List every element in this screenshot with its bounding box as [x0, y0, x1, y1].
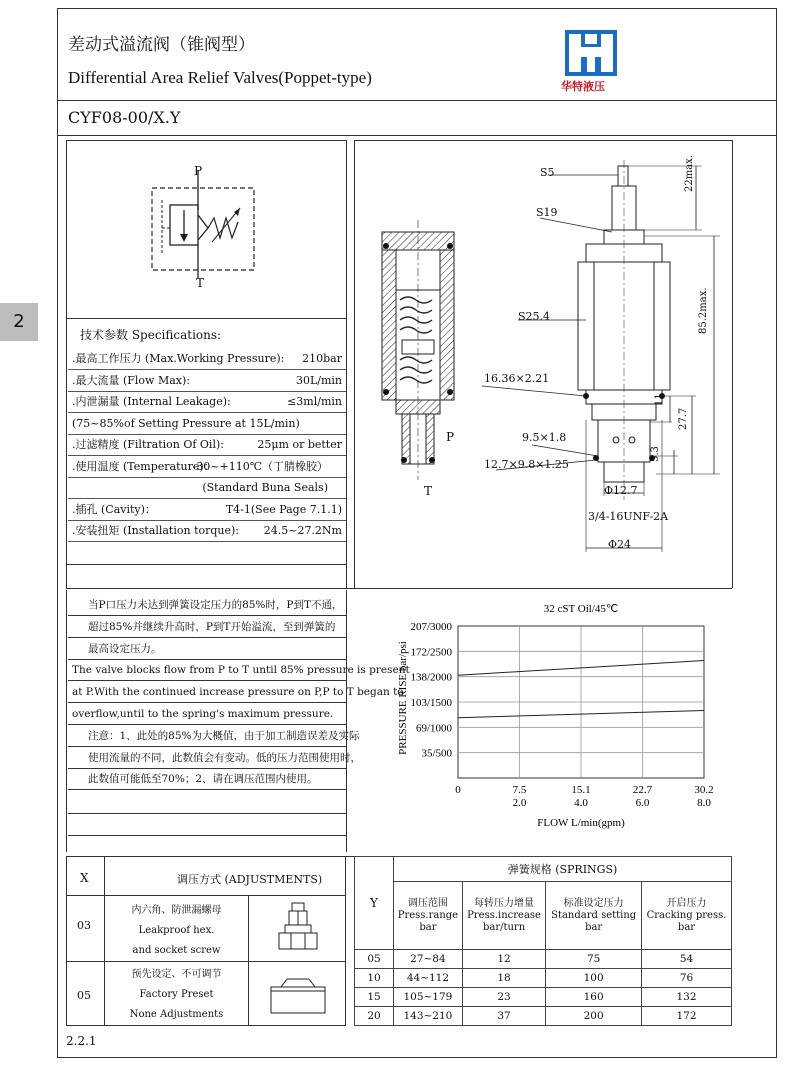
spring-cell: 160 — [546, 988, 642, 1007]
spring-cell: 37 — [462, 1007, 545, 1026]
spec-label: .最大流量 (Flow Max): — [72, 373, 190, 387]
chart-title: 32 cST Oil/45℃ — [543, 603, 619, 615]
spec-value: (Standard Buna Seals) — [202, 481, 328, 494]
y-tick-label: 69/1000 — [415, 722, 452, 735]
label-port-t: T — [424, 484, 433, 498]
spring-cell: 27~84 — [394, 950, 463, 969]
label-port-p: P — [446, 430, 455, 444]
company-logo — [563, 28, 619, 92]
spring-cell: 05 — [355, 950, 394, 969]
x-tick-label: 22.7 — [632, 784, 653, 796]
spring-cell: 10 — [355, 969, 394, 988]
y-tick-label: 207/3000 — [410, 621, 452, 633]
spring-cell: 12 — [462, 950, 545, 969]
adjustment-table — [66, 856, 346, 1026]
spec-row — [68, 434, 346, 456]
spring-cell: 132 — [642, 988, 732, 1007]
spring-header-cracking: 开启压力 Cracking press. bar — [642, 882, 732, 950]
adjust-col-adjust: 调压方式 (ADJUSTMENTS) — [177, 873, 323, 886]
spring-cell: 23 — [462, 988, 545, 1007]
spec-value: ≤3ml/min — [287, 395, 342, 408]
spec-label: .内泄漏量 (Internal Leakage): — [72, 395, 231, 408]
spec-row — [68, 456, 346, 478]
adjust-code: 03 — [77, 919, 91, 932]
spec-value: T4-1(See Page 7.1.1) — [225, 502, 342, 516]
y-tick-label: 138/2000 — [410, 671, 452, 684]
label-dia-24: Φ24 — [608, 538, 632, 551]
label-thread: 3/4-16UNF-2A — [588, 510, 669, 523]
label-dim-27-7: 27.7 — [678, 407, 689, 430]
spec-row — [68, 348, 346, 370]
spring-cell: 105~179 — [394, 988, 463, 1007]
y-tick-label: 172/2500 — [410, 646, 452, 659]
spec-value: 25μm or better — [257, 438, 342, 451]
pressure-flow-chart — [360, 598, 732, 848]
y-tick-label: 35/500 — [421, 747, 452, 760]
spec-value: 24.5~27.2Nm — [263, 524, 342, 537]
logo-mark-icon — [563, 28, 619, 78]
label-dia-12-7: Φ12.7 — [604, 484, 638, 497]
y-tick-label: 103/1500 — [410, 697, 452, 709]
x-tick-label: 0 — [455, 784, 461, 796]
label-oring-2: 9.5×1.8 — [522, 431, 567, 444]
spring-cell: 15 — [355, 988, 394, 1007]
hex-screw-adjuster-icon — [275, 901, 321, 957]
description-line: 超过85%并继续升高时，P到T开始溢流，至到弹簧的 — [88, 620, 336, 633]
page-number: 2.2.1 — [66, 1034, 97, 1048]
x-tick-label-gpm: 6.0 — [635, 797, 650, 809]
description-line: 注意：1、此处的85%为大概值，由于加工制造误差及实际 — [88, 729, 360, 742]
spring-cell: 75 — [546, 950, 642, 969]
x-tick-label-gpm: 8.0 — [697, 797, 711, 809]
spring-title: 弹簧规格 (SPRINGS) — [394, 857, 732, 882]
spec-label: .最高工作压力 (Max.Working Pressure): — [72, 352, 285, 365]
spec-row — [68, 391, 346, 413]
section-view — [382, 220, 454, 480]
label-oring-1: 16.36×2.21 — [484, 372, 550, 385]
spec-label: (75~85%of Setting Pressure at 15L/min) — [72, 416, 300, 430]
spec-row — [68, 477, 346, 499]
spec-value: 210bar — [302, 352, 342, 365]
label-dim-11: 11 — [654, 393, 665, 406]
spring-cell: 18 — [462, 969, 545, 988]
description-line: 使用流量的不同，此数值会有变动。低的压力范围使用时， — [88, 751, 361, 764]
label-s25: S25.4 — [518, 310, 551, 323]
spring-cell: 100 — [546, 969, 642, 988]
exterior-view — [482, 160, 720, 552]
title-cn: 差动式溢流阀（锥阀型） — [68, 35, 255, 55]
adjust-code: 05 — [77, 989, 91, 1002]
adjust-desc: 内六角、防泄漏螺母 Leakproof hex. and socket screw — [131, 905, 222, 956]
schematic-port-t: T — [196, 276, 205, 290]
description-line: 当P口压力未达到弹簧设定压力的85%时，P到T不通， — [88, 599, 343, 611]
description-line: 此数值可能低至70%；2、请在调压范围内使用。 — [88, 773, 318, 786]
adjust-desc: 预先设定、不可调节 Factory Preset None Adjustments — [129, 969, 224, 1020]
spec-row — [68, 499, 346, 521]
spring-cell: 20 — [355, 1007, 394, 1026]
spec-label: .插孔 (Cavity)： — [72, 502, 156, 516]
spring-header-range: 调压范围 Press.range bar — [394, 882, 463, 950]
x-tick-label-gpm: 2.0 — [512, 797, 527, 809]
title-en: Differential Area Relief Valves(Poppet-type) — [68, 68, 372, 87]
x-axis-label: FLOW L/min(gpm) — [537, 817, 625, 829]
spring-cell: 44~112 — [394, 969, 463, 988]
spring-cell: 76 — [642, 969, 732, 988]
spec-row — [68, 370, 346, 392]
label-s19: S19 — [536, 206, 558, 219]
spec-label: .安装扭矩 (Installation torque): — [72, 524, 240, 537]
spec-row — [68, 520, 346, 542]
y-axis-label: PRESSURE RISE bar/psi — [397, 641, 409, 755]
spec-row — [68, 413, 346, 435]
x-tick-label: 15.1 — [571, 784, 591, 796]
spec-value: 30L/min — [295, 373, 342, 387]
spring-table — [354, 856, 732, 1026]
description-line: overflow,until to the spring's maximum pressure. — [72, 708, 334, 720]
spring-header-setting: 标准设定压力 Standard setting bar — [546, 882, 642, 950]
label-oring-3: 12.7×9.8×1.25 — [484, 458, 569, 471]
description-line: 最高设定压力。 — [88, 642, 162, 655]
logo-text: 华特液压 — [561, 80, 605, 93]
spring-cell: 200 — [546, 1007, 642, 1026]
specs-heading: 技术参数 Specifications: — [80, 328, 222, 342]
model-number: CYF08-00/X.Y — [68, 108, 181, 127]
description-line: The valve blocks flow from P to T until 85% pressure is present — [72, 664, 410, 677]
hydraulic-symbol — [140, 160, 270, 290]
description-line: at P.With the continued increase pressure on P,P to T began to — [72, 686, 404, 699]
spring-header-increase: 每转压力增量 Press.increase bar/turn — [462, 882, 545, 950]
label-dim-5-3: 5.3 — [650, 446, 661, 462]
spring-row — [355, 1007, 732, 1026]
preset-cap-icon — [267, 973, 329, 1017]
spring-row — [355, 950, 732, 969]
adjust-col-x: X — [80, 871, 89, 885]
spring-row — [355, 988, 732, 1007]
x-tick-label: 30.2 — [694, 784, 714, 796]
spring-col-y: Y — [355, 857, 394, 950]
chapter-tab: 2 — [0, 303, 38, 341]
spring-row — [355, 969, 732, 988]
spring-cell: 172 — [642, 1007, 732, 1026]
spring-cell: 143~210 — [394, 1007, 463, 1026]
label-s5: S5 — [540, 166, 555, 179]
label-dim-85-2: 85.2max. — [698, 287, 709, 334]
spec-label: .使用温度 (Temperature)： — [72, 459, 215, 473]
label-dim-22: 22max. — [684, 155, 695, 192]
schematic-port-p: P — [194, 164, 203, 178]
x-tick-label: 7.5 — [512, 784, 527, 796]
spring-cell: 54 — [642, 950, 732, 969]
spec-label: .过滤精度 (Filtration Of Oil): — [72, 438, 224, 451]
valve-drawing — [372, 160, 732, 570]
spec-value: -30~+110℃（丁腈橡胶） — [192, 459, 328, 473]
x-tick-label-gpm: 4.0 — [574, 797, 588, 809]
